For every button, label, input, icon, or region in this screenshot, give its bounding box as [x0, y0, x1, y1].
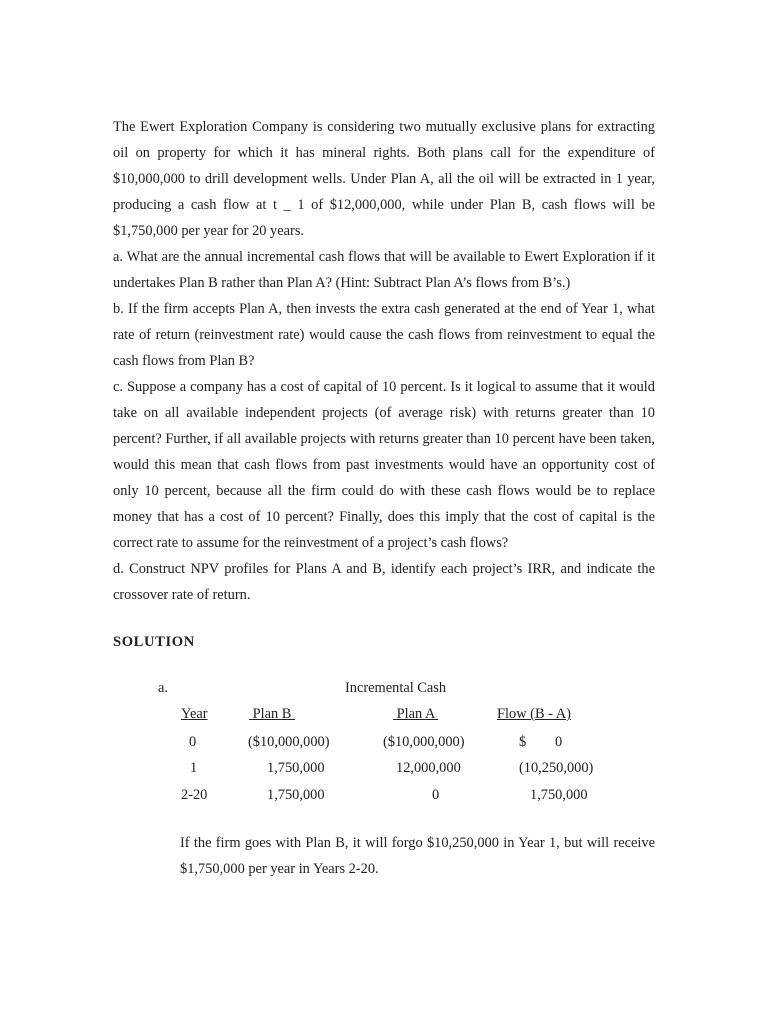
problem-statement — [113, 114, 655, 608]
table-cell: 0 — [432, 787, 440, 803]
table-cell: ($10,000,000) — [383, 734, 465, 750]
question-b: b. If the firm accepts Plan A, then invests the extra cash generated at the end of Year 1, what rate of return (reinvestment rate) would cause the cash flows from reinvestment to equal the cash flows from Plan B? — [113, 301, 655, 369]
column-header-incremental-flow: Flow (B - A) — [497, 706, 571, 722]
table-header-top: Incremental Cash — [345, 680, 447, 696]
column-header-year: Year — [181, 706, 208, 722]
column-header-plan-b: Plan B — [249, 706, 295, 722]
table-cell: 12,000,000 — [396, 760, 461, 776]
question-c: c. Suppose a company has a cost of capital of 10 percent. Is it logical to assume that it would take on all available independent projects (of average risk) with returns greater than 10 percent? Further, if all available projects with returns greater than 10 percent have been taken, would this mean that cash flows from past investments would have an opportunity cost of only 10 percent, because all the firm could do with these cash flows would be to replace money that has a cost of 10 percent? Finally, does this imply that the cost of capital is the correct rate to assume for the reinvestment of a project’s cash flows? — [113, 379, 655, 551]
problem-intro: The Ewert Exploration Company is considering two mutually exclusive plans for extracting oil on property for which it has mineral rights. Both plans call for the expenditure of $10,000,000 to drill development wells. Under Plan A, all the oil will be extracted in 1 year, producing a cash flow at t _ 1 of $12,000,000, while under Plan B, cash flows will be $1,750,000 per year for 20 years. — [113, 119, 655, 239]
solution-heading: SOLUTION — [113, 634, 195, 650]
table-cell: 1,750,000 — [267, 760, 325, 776]
table-cell: ($10,000,000) — [248, 734, 330, 750]
table-cell: 1,750,000 — [530, 787, 588, 803]
solution-closing-text: If the firm goes with Plan B, it will forgo $10,250,000 in Year 1, but will receive $1,750,000 per year in Years 2-20. — [180, 835, 655, 877]
column-header-plan-a: Plan A — [393, 706, 439, 722]
solution-part-label: a. — [158, 680, 168, 696]
table-cell: 1 — [190, 760, 198, 776]
question-a: a. What are the annual incremental cash flows that will be available to Ewert Exploration if it undertakes Plan B rather than Plan A? (Hint: Subtract Plan A’s flows from B’s.) — [113, 249, 655, 291]
question-d: d. Construct NPV profiles for Plans A and B, identify each project’s IRR, and indicate the crossover rate of return. — [113, 561, 655, 603]
table-cell: 1,750,000 — [267, 787, 325, 803]
table-cell: $ 0 — [519, 734, 563, 750]
table-cell: 2-20 — [181, 787, 208, 803]
table-cell: (10,250,000) — [519, 760, 594, 776]
table-cell: 0 — [189, 734, 197, 750]
